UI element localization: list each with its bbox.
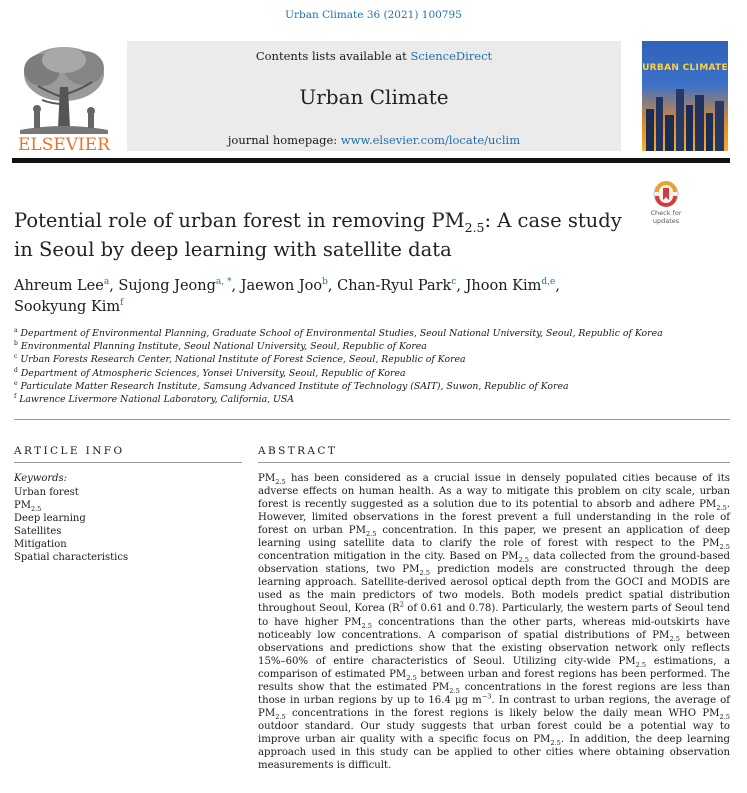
abstract-text-run: concentrations in the forest regions is likely below the daily mean WHO PM <box>285 707 720 719</box>
affiliation: $^c$ Urban Forests Research Center, National Institute of Forest Science, Seoul, Republic of Korea <box>14 353 466 366</box>
abstract-text-run: concentration. In this paper, we present an application of deep learning using satellite data to clarify the role of forest with respect to the PM <box>258 525 730 550</box>
abstract-text-run: outdoor standard. Our study suggests that urban forest could be a potential way to improve urban air quality with a specific focus on PM <box>258 720 730 745</box>
abstract-text-run: data collected from the ground-based observation stations, two PM <box>258 551 730 576</box>
updates-label-line2: updates <box>652 216 680 225</box>
updates-label-line1: Check for <box>650 209 682 217</box>
abstract-subscript: 2.5 <box>518 556 529 565</box>
abstract-text-run: PM <box>258 473 276 484</box>
elsevier-wordmark: ELSEVIER <box>18 135 110 154</box>
article-info-heading: ARTICLE INFO <box>14 445 125 457</box>
abstract-subscript: 2.5 <box>719 712 730 721</box>
abstract-subscript: 2.5 <box>275 712 286 721</box>
journal-citation[interactable]: Urban Climate 36 (2021) 100795 <box>285 9 462 21</box>
abstract-rule <box>258 462 730 463</box>
keywords-list <box>14 486 128 565</box>
abstract-subscript: 2.5 <box>419 569 430 578</box>
abstract-text-run: between urban and forest regions has been performed. The results show that the estimated PM <box>258 668 730 693</box>
contents-line <box>127 49 621 63</box>
title-text-continued: : A case study in Seoul by deep learning with satellite data <box>14 209 622 261</box>
updates-icon <box>653 181 679 209</box>
title-subscript: 2.5 <box>464 219 485 235</box>
abstract-subscript: 2.5 <box>449 686 460 695</box>
homepage-prefix: journal homepage: <box>227 133 341 147</box>
abstract-text-run: . In contrast to urban regions, the average of PM <box>258 694 731 719</box>
keyword: Mitigation <box>14 539 67 551</box>
journal-cover-image[interactable] <box>642 41 728 151</box>
affiliation: $^d$ Department of Atmospheric Sciences, Yonsei University, Seoul, Republic of Korea <box>14 366 406 379</box>
abstract-subscript: 2.5 <box>716 504 727 513</box>
abstract-superscript: −3 <box>481 692 492 701</box>
abstract-body <box>258 472 730 772</box>
sciencedirect-link[interactable]: ScienceDirect <box>410 49 493 63</box>
abstract-text-run: between observations and predictions show that the existing observation network only reflects 15%–60% of entire characteristics of Seoul. Utilizing city-wide PM <box>258 629 731 667</box>
abstract-subscript: 2.5 <box>719 543 730 552</box>
city-skyline-icon <box>642 79 728 151</box>
keyword: Deep learning <box>14 513 86 525</box>
affiliation: $^f$ Lawrence Livermore National Laboratory, California, USA <box>14 392 294 406</box>
author[interactable]: Jhoon Kim$^{d,e}$ <box>465 277 556 294</box>
keyword: Satellites <box>14 526 62 538</box>
keyword: $PM_{2.5}$ <box>14 500 42 514</box>
elsevier-logo[interactable] <box>12 42 116 154</box>
abstract-text-run: concentrations than the other parts, whereas mid-outskirts have noticeably low concentrations. A comparison of spatial distributions of PM <box>258 616 730 641</box>
abstract-heading: ABSTRACT <box>258 445 338 457</box>
article-info-rule <box>14 462 242 463</box>
abstract-text-run: of 0.61 and 0.78). Particularly, the western parts of Seoul tend to have higher PM <box>258 603 730 628</box>
journal-homepage-link[interactable]: www.elsevier.com/locate/uclim <box>340 133 521 147</box>
author-list: Ahreum Lee$^a$, Sujong Jeong$^{a, *}$, Jaewon Joo$^b$, Chan-Ryul Park$^c$, Jhoon Kim$^{d,e}$, Sookyung Kim$^f$ <box>14 277 560 315</box>
abstract-text-run: estimations, a comparison of estimated PM <box>258 655 730 680</box>
abstract-text-run: . In addition, the deep learning approach used in this study can be applied to other cities where obtaining observation measurements is difficult. <box>258 733 730 772</box>
author[interactable]: Sookyung Kim$^f$ <box>14 298 124 315</box>
section-divider <box>14 419 730 420</box>
author[interactable]: Ahreum Lee$^a$ <box>14 277 110 294</box>
cover-title: URBAN CLIMATE <box>642 63 728 73</box>
abstract-subscript: 2.5 <box>365 530 377 539</box>
abstract-text-run: . However, limited observations in the forest prevent a full understanding in the role of forest on urban PM <box>258 499 730 537</box>
author[interactable]: Sujong Jeong$^{a, *}$ <box>118 277 232 294</box>
article-title <box>14 206 629 264</box>
abstract-subscript: 2.5 <box>275 478 286 487</box>
affiliation: $^b$ Environmental Planning Institute, Seoul National University, Seoul, Republic of Korea <box>14 340 427 353</box>
author[interactable]: Chan-Ryul Park$^c$ <box>337 277 457 294</box>
affiliation: $^a$ Department of Environmental Planning, Graduate School of Environmental Studies, Seoul National University, Seoul, Republic of Korea <box>14 326 663 339</box>
abstract-superscript: 2 <box>399 601 404 610</box>
elsevier-tree-icon <box>12 42 116 154</box>
abstract-subscript: 2.5 <box>635 660 647 669</box>
abstract-subscript: 2.5 <box>550 738 561 747</box>
journal-title: Urban Climate <box>299 85 449 109</box>
abstract-text-run: concentrations in the forest regions are less than those in urban regions by up to 16.4 μg m <box>258 681 730 706</box>
abstract-text-run: has been considered as a crucial issue in densely populated cities because of its adverse effects on human health. As a way to mitigate this problem on city scale, urban forest is recently suggested as a solution due to its potential to absorb and adhere PM <box>258 473 730 511</box>
abstract-text-run: concentration mitigation in the city. Based on PM <box>258 551 519 563</box>
author[interactable]: Jaewon Joo$^b$ <box>240 277 328 294</box>
homepage-line <box>127 133 621 147</box>
keyword: Spatial characteristics <box>14 552 129 564</box>
affiliation: $^e$ Particulate Matter Research Institute, Samsung Advanced Institute of Technology (SAIT), Suwon, Republic of Korea <box>14 379 569 392</box>
abstract-subscript: 2.5 <box>669 634 680 643</box>
abstract-subscript: 2.5 <box>361 621 372 630</box>
keyword: Urban forest <box>14 487 79 498</box>
journal-header-box <box>127 41 621 151</box>
header-rule <box>12 158 730 163</box>
affiliation-list <box>14 327 714 406</box>
check-for-updates-badge[interactable] <box>642 179 690 227</box>
abstract-text-run: prediction models are constructed through the deep learning approach. Satellite-derived aerosol optical depth from the GOCI and MODIS are used as the main predictors of two models. Both models predict spatial distribution throughout Seoul, Korea (R <box>258 564 730 615</box>
title-text: Potential role of urban forest in removing PM <box>14 209 465 232</box>
contents-prefix: Contents lists available at <box>255 49 411 63</box>
updates-label <box>642 210 690 225</box>
keywords-label: Keywords: <box>14 473 68 484</box>
abstract-subscript: 2.5 <box>406 673 417 682</box>
